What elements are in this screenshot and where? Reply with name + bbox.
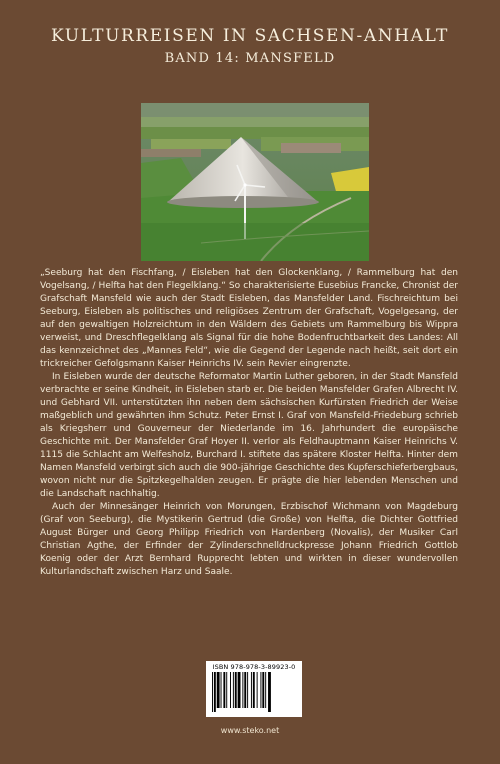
isbn-label: ISBN 978-978-3-89923-0 [212,663,296,671]
paragraph-2: In Eisleben wurde der deutsche Reformator Martin Luther geboren, in der Stadt Mansfeld verbrachte er seine Kindheit, in Eisleben starb er. Die beiden Mansfelder Grafen Albrecht IV. und Gebhard VII. unterstützten ihn neben dem sächsischen Kurfürsten Friedrich der Weise maßgeblich und gewährten ihm Schutz. Peter Ernst I. Graf von Mansfeld-Friedeburg schrieb als Kriegsherr und Gouverneur der Niederlande im 16. Jahrhundert die europäische Geschichte mit. Der Mansfelder Graf Hoyer II. verlor als Feldhauptmann Kaiser Heinrichs V. 1115 die Schlacht am Welfesholz, Burchard I. stiftete das spätere Kloster Helfta. Hinter dem Namen Mansfeld verbirgt sich auch die 900-jährige Geschichte des Kupferschieferbergbaus, wovon nicht nur die Spitzkegelhalden zeugen. Er prägte die hier lebenden Menschen und die Landschaft nachhaltig. [40,372,458,499]
band-title: BAND 14: MANSFELD [164,51,336,66]
barcode-icon [212,672,296,712]
body-text [40,267,458,579]
isbn-barcode [206,661,302,717]
slag-heap-landscape-image [141,103,369,261]
series-title: KULTURREISEN IN SACHSEN-ANHALT [51,26,449,46]
cover-photo [141,103,369,261]
paragraph-3: Auch der Minnesänger Heinrich von Morungen, Erzbischof Wichmann von Magdeburg (Graf von Seeburg), die Mystikerin Gertrud (die Große) von Helfta, die Dichter Gottfried August Bürger und Georg Philipp Friedrich von Hardenberg (Novalis), der Musiker Carl Christian Agthe, der Erfinder der Zylinderschnelldruckpresse Johann Friedrich Gottlob Koenig oder der Arzt Bernhard Rupprecht lebten und wirkten in dieser wundervollen Kulturlandschaft zwischen Harz und Saale. [40,502,458,577]
paragraph-1: „Seeburg hat den Fischfang, / Eisleben hat den Glockenklang, / Rammelburg hat den Vogelsang, / Helfta hat den Flegelklang.“ So charakterisierte Eusebius Francke, Chronist der Grafschaft Mansfeld wie auch der Stadt Eisleben, das Mansfelder Land. Fischreichtum bei Seeburg, Eisleben als politisches und religiöses Zentrum der Grafschaft, Vogelgesang, der auf den gewaltigen Holzreichtum in den Wäldern des Gebiets um Rammelburg bis Wippra verweist, und Dreschflegelklang als Signal für die hohe Bodenfruchtbarkeit des Landes: All das kennzeichnet des „Mannes Feld“, wie die Gegend der Legende nach heißt, seit dort ein trickreicher Gefolgsmann Kaiser Heinrichs IV. sein Revier eingrenzte. [40,268,458,369]
website-link[interactable]: www.steko.net [220,726,280,735]
